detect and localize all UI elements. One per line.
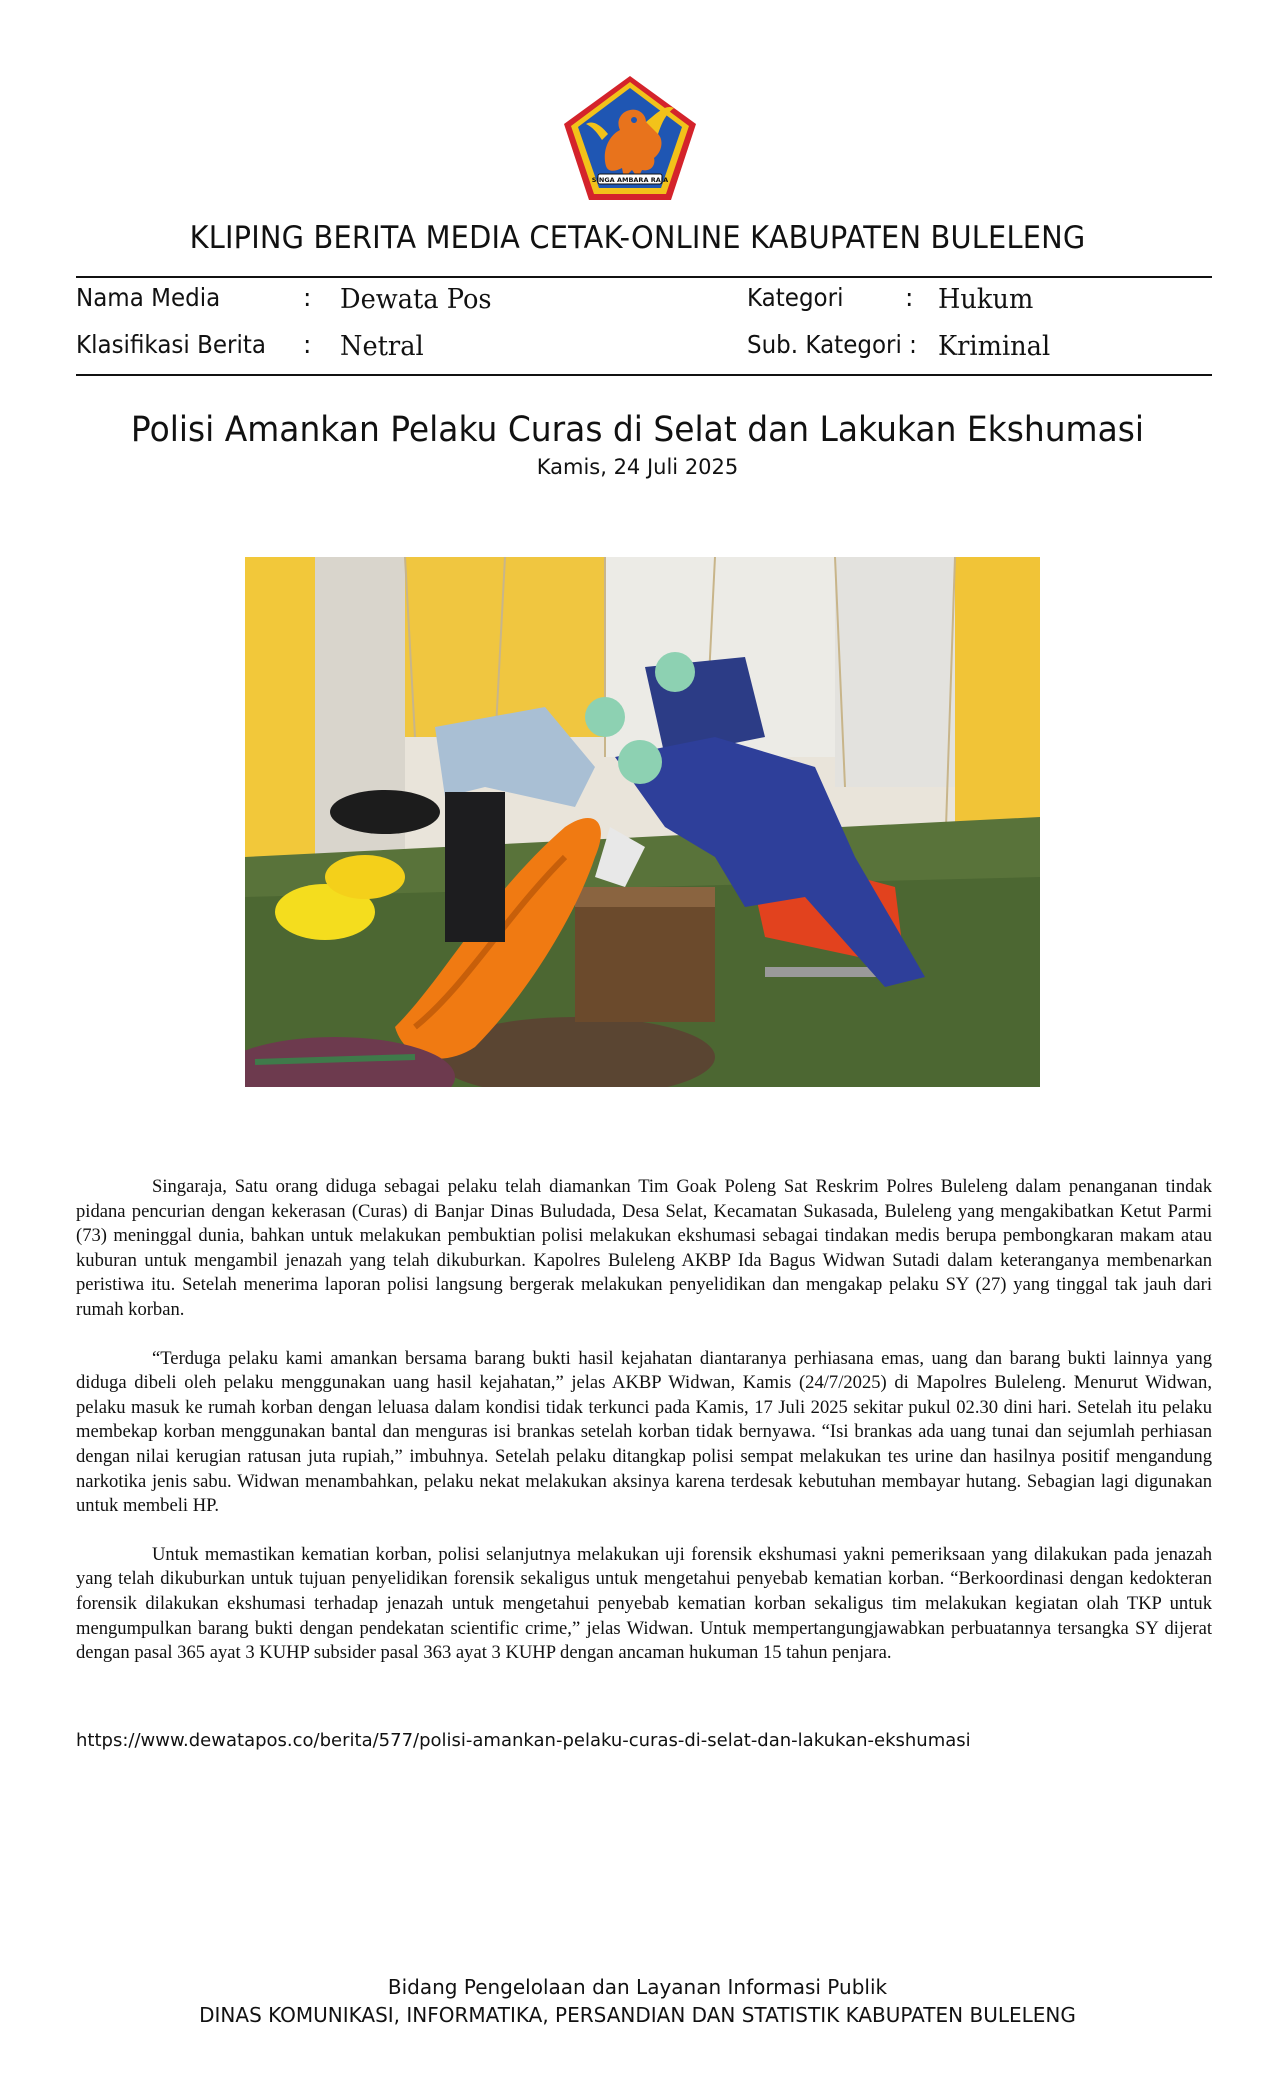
kategori-label: Kategori	[747, 283, 844, 312]
header-bottom-rule	[76, 374, 1212, 376]
article-body	[76, 1175, 1212, 1690]
footer-department: Bidang Pengelolaan dan Layanan Informasi Publik	[387, 1975, 888, 1999]
article-date: Kamis, 24 Juli 2025	[536, 455, 739, 479]
subkategori-value: Kriminal	[938, 331, 1051, 362]
subkategori-label: Sub. Kategori :	[747, 330, 917, 359]
kliping-title: KLIPING BERITA MEDIA CETAK-ONLINE KABUPATEN BULELENG	[189, 220, 1086, 256]
klasifikasi-value: Netral	[340, 331, 424, 362]
media-label: Nama Media	[76, 283, 221, 312]
kategori-value: Hukum	[938, 284, 1034, 315]
lion-crest-emblem-icon	[562, 74, 698, 202]
article-paragraph-2: “Terduga pelaku kami amankan bersama barang bukti hasil kejahatan diantaranya perhiasana emas, uang dan barang bukti lainnya yang diduga dibeli oleh pelaku menggunakan uang hasil kejahatan,” jelas AKBP Widwan, Kamis (24/7/2025) di Mapolres Buleleng. Menurut Widwan, pelaku masuk ke rumah korban dengan leluasa dalam kondisi tidak terkunci pada Kamis, 17 Juli 2025 sekitar pukul 02.30 dini hari. Setelah itu pelaku membekap korban menggunakan bantal dan menguras isi brankas setelah korban tidak bernyawa. “Isi brankas ada uang tunai dan sejumlah perhiasan dengan nilai kerugian ratusan juta rupiah,” imbuhnya. Setelah pelaku ditangkap polisi sempat melakukan tes urine dan hasilnya positif mengandung narkotika jenis sabu. Widwan menambahkan, pelaku nekat melakukan aksinya karena terdesak kebutuhan membayar hutang. Sebagian lagi digunakan untuk membeli HP.	[76, 1347, 1212, 1517]
media-colon: :	[303, 283, 312, 312]
logo-motto: SINGA AMBARA RAJA	[591, 176, 669, 184]
article-photo	[245, 557, 1040, 1087]
media-value: Dewata Pos	[340, 284, 492, 315]
article-paragraph-1: Singaraja, Satu orang diduga sebagai pelaku telah diamankan Tim Goak Poleng Sat Reskrim Polres Buleleng dalam penanganan tindak pidana pencurian dengan kekerasan (Curas) di Banjar Dinas Buludada, Desa Selat, Kecamatan Sukasada, Buleleng yang mengakibatkan Ketut Parmi (73) meninggal dunia, bahkan untuk melakukan pembuktian polisi melakukan ekshumasi sebagai tindakan medis berupa pembongkaran makam atau kuburan untuk mengambil jenazah yang telah dikuburkan. Kapolres Buleleng AKBP Ida Bagus Widwan Sutadi dalam keteranganya membenarkan peristiwa itu. Setelah menerima laporan polisi langsung bergerak melakukan penyelidikan dan mengakap pelaku SY (27) yang tinggal tak jauh dari rumah korban.	[76, 1176, 1212, 1320]
source-url-link[interactable]: https://www.dewatapos.co/berita/577/polisi-amankan-pelaku-curas-di-selat-dan-lakukan-ekshumasi	[76, 1730, 971, 1751]
klasifikasi-colon: :	[303, 330, 312, 359]
header-top-rule	[76, 276, 1212, 278]
kategori-colon: :	[905, 283, 914, 312]
article-paragraph-3: Untuk memastikan kematian korban, polisi selanjutnya melakukan uji forensik ekshumasi yakni pemeriksaan yang dilakukan pada jenazah yang telah dikuburkan untuk tujuan penyelidikan forensik sekaligus untuk mengetahui penyebab kematian korban. “Berkoordinasi dengan kedokteran forensik dilakukan ekshumasi terhadap jenazah untuk mengetahui penyebab kematian korban sekaligus tim melakukan kegiatan olah TKP untuk mengumpulkan barang bukti dengan pendekatan scientific crime,” jelas Widwan. Untuk mempertangungjawabkan perbuatannya tersangka SY dijerat dengan pasal 365 ayat 3 KUHP subsider pasal 363 ayat 3 KUHP dengan ancaman hukuman 15 tahun penjara.	[76, 1543, 1212, 1664]
klasifikasi-label: Klasifikasi Berita	[76, 330, 267, 359]
footer-agency: DINAS KOMUNIKASI, INFORMATIKA, PERSANDIAN DAN STATISTIK KABUPATEN BULELENG	[199, 2003, 1076, 2027]
article-headline: Polisi Amankan Pelaku Curas di Selat dan Lakukan Ekshumasi	[130, 410, 1145, 450]
